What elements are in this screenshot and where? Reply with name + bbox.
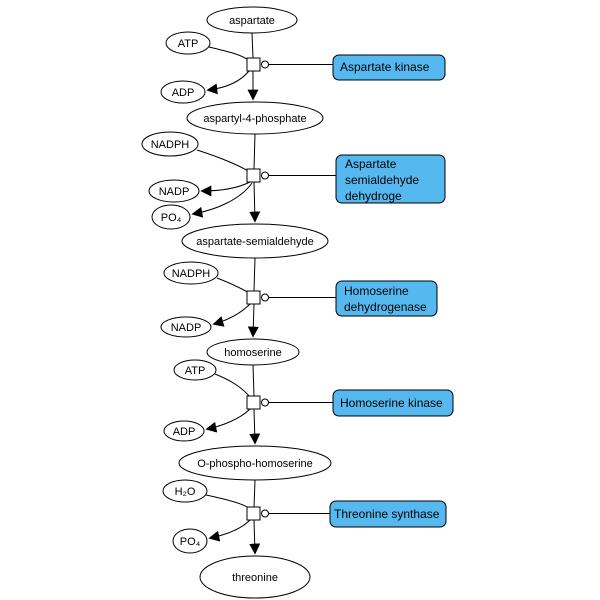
edge-aspartatesemialdehyde-to-reaction3 xyxy=(254,258,255,291)
cofactor-atp-2[interactable] xyxy=(174,360,216,380)
enzyme-label: Threonine synthase xyxy=(334,507,440,521)
node-label: ADP xyxy=(171,87,195,99)
enzyme-label-line3: dehydroge xyxy=(345,189,402,203)
edge-h2o-to-reaction5 xyxy=(206,495,249,508)
node-label: PO₄ xyxy=(179,536,201,548)
metabolite-o-phospho-homoserine[interactable] xyxy=(179,446,331,480)
node-label: ATP xyxy=(177,38,199,50)
arrow-reaction4-to-adp2 xyxy=(207,409,250,429)
node-label: homoserine xyxy=(224,347,282,359)
arrow-reaction2-to-aspartatesemialdehyde xyxy=(254,182,255,221)
node-label: aspartyl-4-phosphate xyxy=(203,113,307,125)
node-label: O-phospho-homoserine xyxy=(197,458,313,470)
reaction-port-icon xyxy=(262,294,269,301)
edge-nadph1-to-reaction2 xyxy=(197,150,248,171)
cofactor-adp-2[interactable] xyxy=(164,421,204,441)
enzyme-aspartate-kinase[interactable] xyxy=(333,55,445,80)
arrow-reaction3-to-nadp2 xyxy=(214,304,250,324)
node-label: NADPH xyxy=(150,139,190,151)
arrow-reaction4-to-ophosphohomoserine xyxy=(254,409,255,443)
reaction-node-4[interactable] xyxy=(247,396,269,409)
reaction-port-icon xyxy=(262,172,269,179)
arrow-reaction5-to-po42 xyxy=(210,520,250,538)
metabolite-threonine[interactable] xyxy=(200,556,310,598)
enzyme-homoserine-dehydrogenase[interactable] xyxy=(336,281,437,316)
metabolite-aspartyl-4-phosphate[interactable] xyxy=(187,102,323,134)
edge-homoserine-to-reaction4 xyxy=(253,365,254,396)
cofactor-adp-1[interactable] xyxy=(161,81,205,103)
edge-ophosphohomoserine-to-reaction5 xyxy=(254,480,255,507)
reaction-node-3[interactable] xyxy=(247,291,269,304)
reaction-port-icon xyxy=(262,510,269,517)
node-label: aspartate xyxy=(229,15,275,27)
node-label: H₂O xyxy=(174,486,196,498)
cofactor-nadp-2[interactable] xyxy=(161,317,211,337)
cofactor-nadp-1[interactable] xyxy=(149,180,199,202)
enzyme-label-line1: Homoserine xyxy=(344,284,409,298)
arrow-reaction2-to-nadp1 xyxy=(202,182,250,191)
node-label: PO₄ xyxy=(160,212,182,224)
enzyme-threonine-synthase[interactable] xyxy=(330,501,446,527)
enzyme-label-line2: semialdehyde xyxy=(345,173,420,187)
node-label: NADPH xyxy=(171,268,211,280)
arrow-reaction1-to-adp1 xyxy=(208,71,249,90)
reaction-square-icon[interactable] xyxy=(247,396,260,409)
reaction-square-icon[interactable] xyxy=(247,169,260,182)
reaction-square-icon[interactable] xyxy=(247,58,260,71)
reaction-port-icon xyxy=(262,61,269,68)
edge-atp2-to-reaction4 xyxy=(215,374,250,397)
reaction-node-1[interactable] xyxy=(247,58,269,71)
metabolite-aspartate[interactable] xyxy=(207,7,297,33)
cofactor-atp-1[interactable] xyxy=(166,32,210,54)
cofactor-h2o[interactable] xyxy=(163,480,207,502)
reaction-node-2[interactable] xyxy=(247,169,269,182)
arrow-reaction2-to-po41 xyxy=(193,183,252,214)
arrow-reaction5-to-threonine xyxy=(254,520,255,553)
node-label: NADP xyxy=(170,322,202,334)
metabolite-aspartate-semialdehyde[interactable] xyxy=(182,224,328,258)
node-label: ADP xyxy=(172,426,196,438)
cofactor-po4-2[interactable] xyxy=(173,529,207,553)
cofactor-nadph-1[interactable] xyxy=(142,132,198,156)
node-label: aspartate-semialdehyde xyxy=(196,236,314,248)
metabolite-homoserine[interactable] xyxy=(207,339,299,365)
reaction-square-icon[interactable] xyxy=(247,507,260,520)
arrow-reaction3-to-homoserine xyxy=(253,304,254,336)
enzyme-label: Homoserine kinase xyxy=(340,396,443,410)
edge-aspartate-to-reaction1 xyxy=(252,33,253,58)
enzyme-homoserine-kinase[interactable] xyxy=(333,390,453,416)
enzyme-label-line2: dehydrogenase xyxy=(344,300,427,314)
edge-aspartyl4phosphate-to-reaction2 xyxy=(254,134,255,169)
enzyme-aspartate-semialdehyde-dehydrogenase[interactable] xyxy=(336,155,445,203)
node-label: NADP xyxy=(158,186,190,198)
edge-nadph2-to-reaction3 xyxy=(217,278,249,293)
enzyme-label: Aspartate kinase xyxy=(340,60,430,74)
reaction-port-icon xyxy=(262,399,269,406)
edge-atp1-to-reaction1 xyxy=(209,47,248,60)
enzyme-label-line1: Aspartate xyxy=(345,157,397,171)
cofactor-po4-1[interactable] xyxy=(152,205,190,229)
reaction-node-5[interactable] xyxy=(247,507,269,520)
node-label: threonine xyxy=(232,572,278,584)
node-label: ATP xyxy=(184,365,206,377)
reaction-square-icon[interactable] xyxy=(247,291,260,304)
cofactor-nadph-2[interactable] xyxy=(164,262,218,284)
